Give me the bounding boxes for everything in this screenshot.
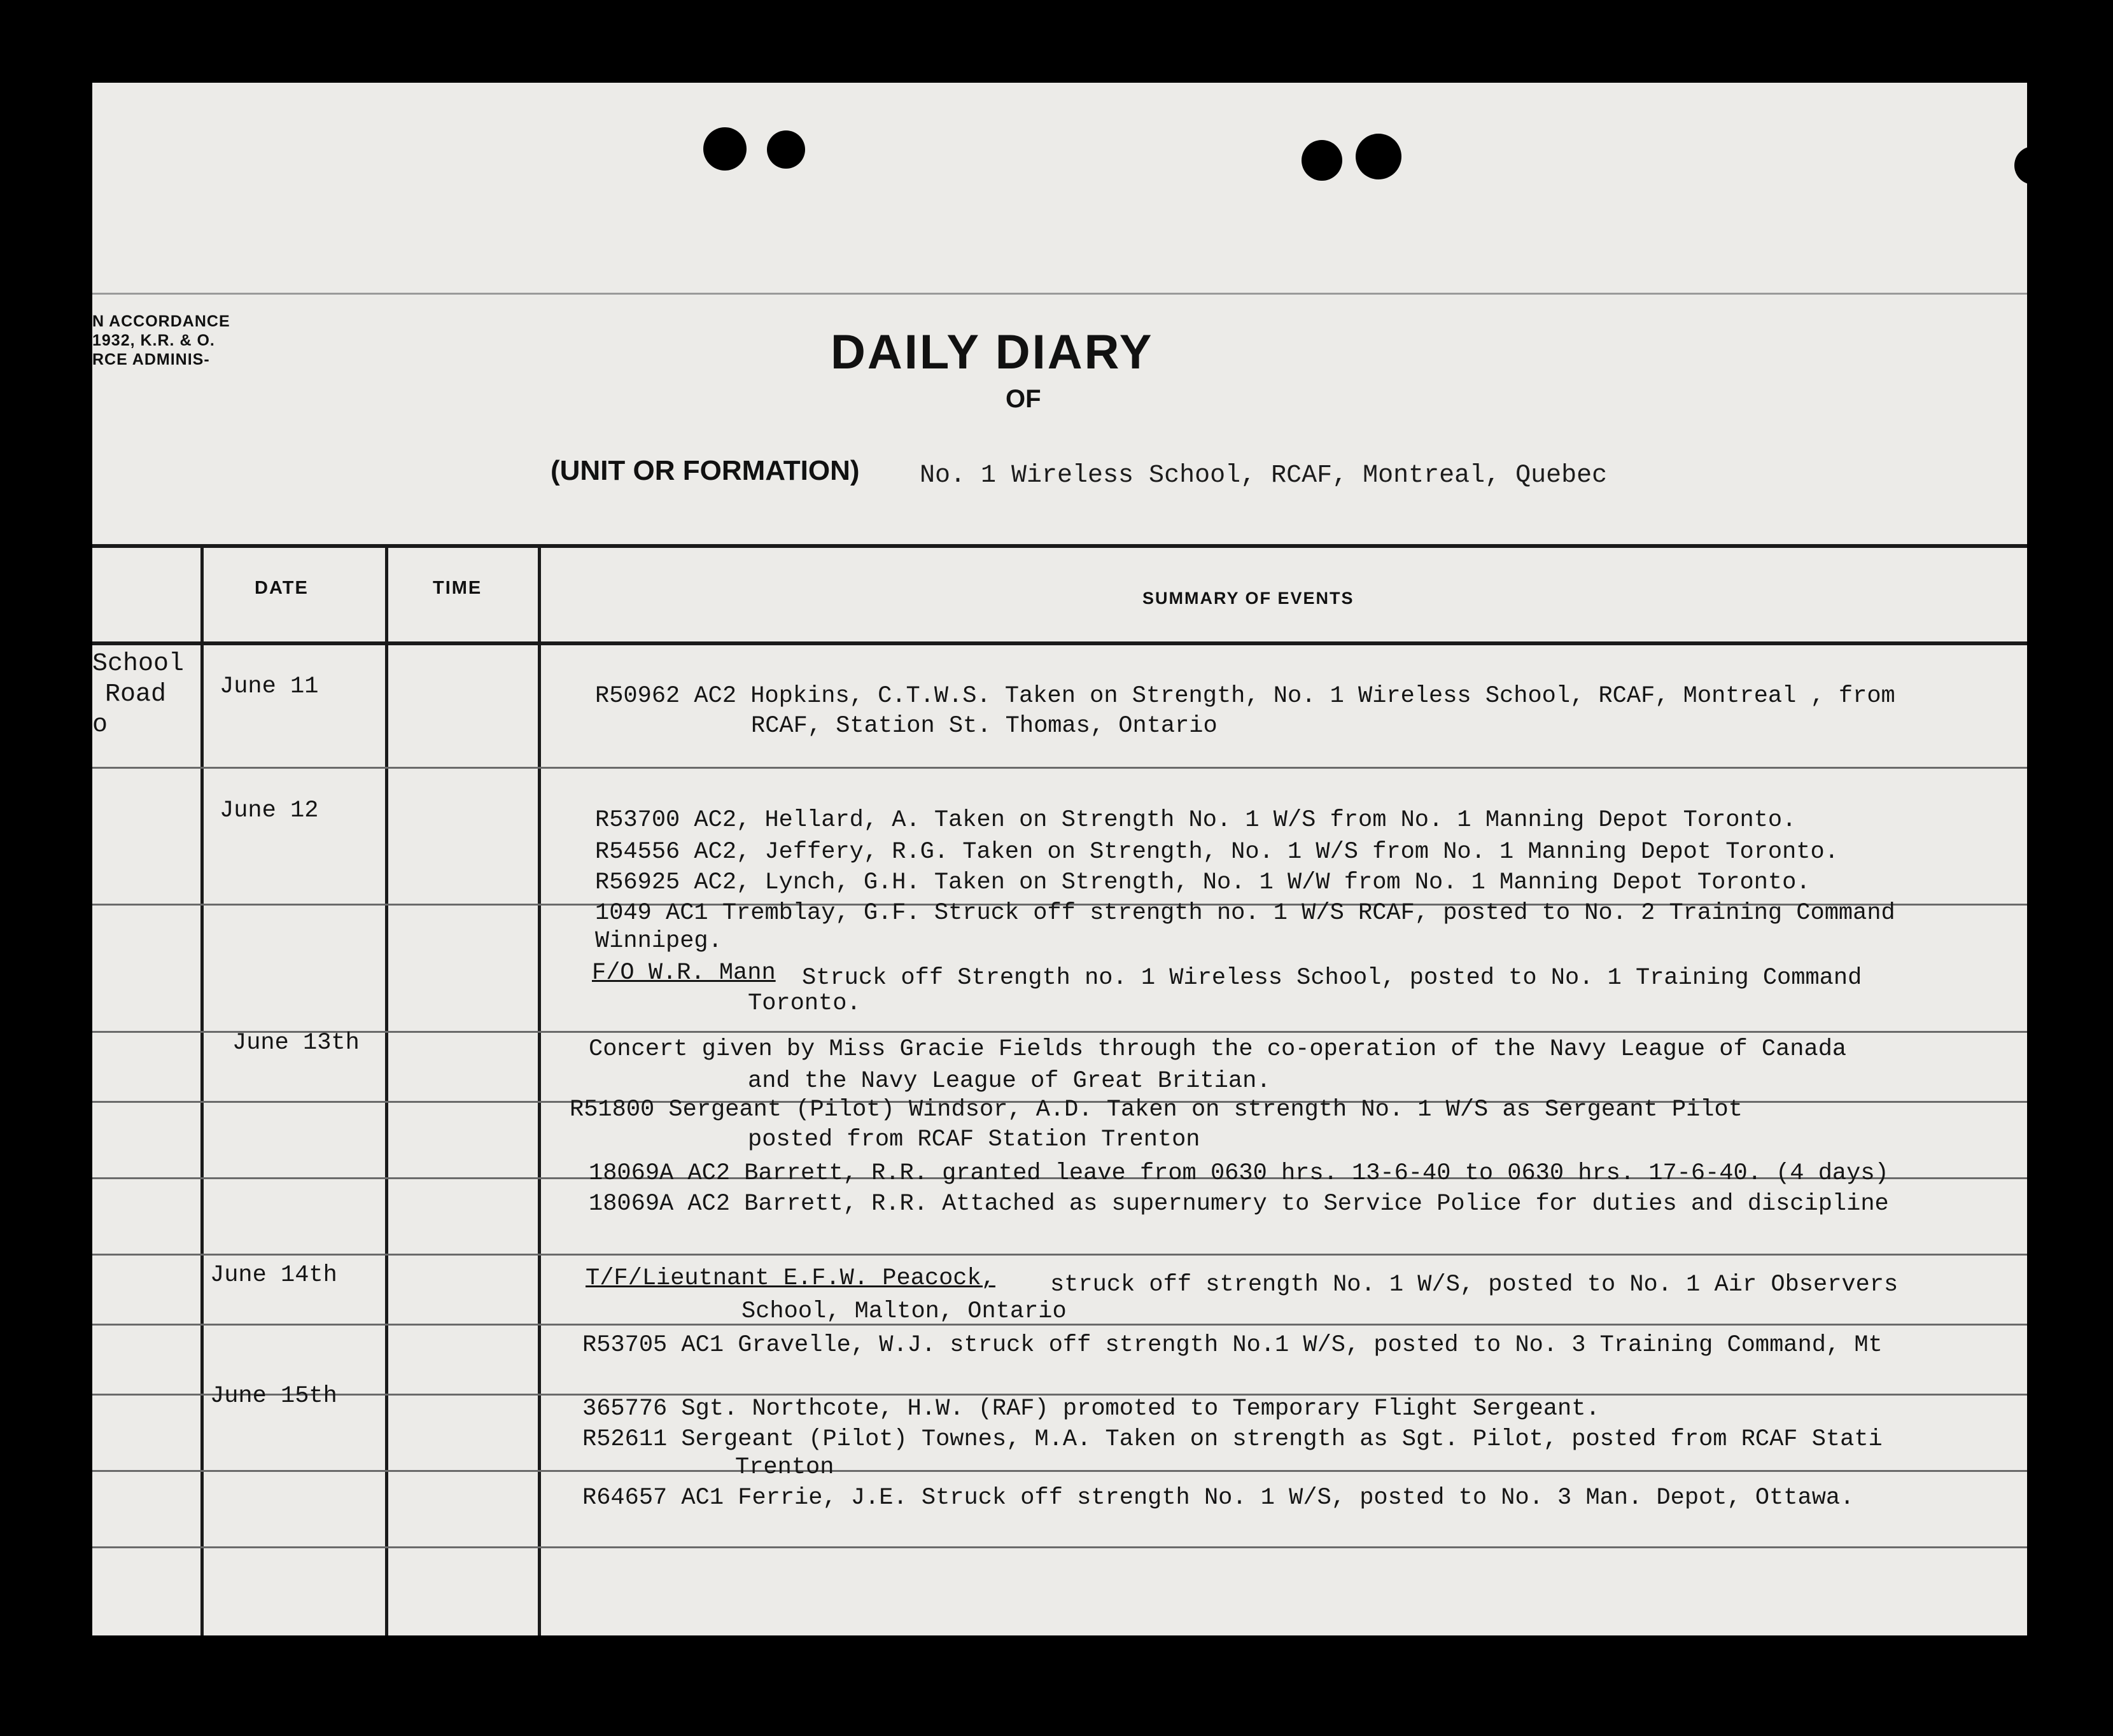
margin-line: o <box>92 711 108 739</box>
entry-date: June 11 <box>220 673 319 700</box>
entry-date: June 14th <box>210 1262 337 1289</box>
column-header-date: DATE <box>255 578 309 598</box>
entry-line: R53705 AC1 Gravelle, W.J. struck off strength No.1 W/S, posted to No. 3 Training Command, Mt <box>582 1332 1883 1359</box>
punch-hole <box>767 130 805 169</box>
entry-line: R64657 AC1 Ferrie, J.E. Struck off strength No. 1 W/S, posted to No. 3 Man. Depot, Ottawa. <box>582 1485 1855 1511</box>
title-of: OF <box>1006 385 1041 413</box>
punch-hole <box>2014 146 2027 185</box>
header-rule <box>92 293 2027 295</box>
entry-line: 18069A AC2 Barrett, R.R. Attached as supernumery to Service Police for duties and discipline <box>589 1191 1889 1217</box>
table-header-rule <box>92 641 2027 645</box>
side-note-line: 1932, K.R. & O. <box>92 332 215 349</box>
ruled-line <box>92 1031 2027 1033</box>
punch-hole <box>1302 140 1342 181</box>
entry-line: and the Navy League of Great Britian. <box>748 1068 1271 1095</box>
unit-label: (UNIT OR FORMATION) <box>551 455 860 486</box>
margin-text <box>92 649 184 741</box>
side-note-line: RCE ADMINIS- <box>92 351 210 368</box>
ruled-line <box>92 767 2027 769</box>
entry-line: R51800 Sergeant (Pilot) Windsor, A.D. Taken on strength No. 1 W/S as Sergeant Pilot <box>570 1096 1743 1123</box>
entry-line: Struck off Strength no. 1 Wireless School, posted to No. 1 Training Command <box>802 965 1862 991</box>
entry-line: R54556 AC2, Jeffery, R.G. Taken on Strength, No. 1 W/S from No. 1 Manning Depot Toronto. <box>595 839 1839 865</box>
page-title: DAILY DIARY <box>831 325 1154 379</box>
side-note <box>92 312 230 369</box>
entry-line: Concert given by Miss Gracie Fields through the co-operation of the Navy League of Canada <box>589 1036 1847 1063</box>
ruled-line <box>92 1546 2027 1548</box>
column-header-time: TIME <box>433 578 482 598</box>
entry-line: Trenton <box>735 1454 834 1481</box>
diary-page <box>92 83 2027 1635</box>
entry-line: 1049 AC1 Tremblay, G.F. Struck off strength no. 1 W/S RCAF, posted to No. 2 Training Command <box>595 900 1895 927</box>
column-header-summary: SUMMARY OF EVENTS <box>1142 589 1354 608</box>
table-top-rule <box>92 544 2027 548</box>
punch-hole <box>1356 134 1401 179</box>
entry-line: R56925 AC2, Lynch, G.H. Taken on Strength, No. 1 W/W from No. 1 Manning Depot Toronto. <box>595 869 1811 896</box>
entry-line: RCAF, Station St. Thomas, Ontario <box>751 713 1218 739</box>
entry-line: Winnipeg. <box>595 928 722 955</box>
entry-line: 365776 Sgt. Northcote, H.W. (RAF) promoted to Temporary Flight Sergeant. <box>582 1396 1600 1422</box>
margin-line: School <box>92 650 185 678</box>
entry-date: June 15th <box>210 1383 337 1410</box>
entry-line: Toronto. <box>748 990 861 1017</box>
entry-line: R50962 AC2 Hopkins, C.T.W.S. Taken on Strength, No. 1 Wireless School, RCAF, Montreal , from <box>595 683 1895 710</box>
ruled-line <box>92 1470 2027 1472</box>
entry-date: June 13th <box>232 1030 360 1056</box>
unit-value: No. 1 Wireless School, RCAF, Montreal, Quebec <box>920 461 1608 490</box>
entry-line: R52611 Sergeant (Pilot) Townes, M.A. Taken on strength as Sgt. Pilot, posted from RCAF Stati <box>582 1426 1883 1453</box>
ruled-line <box>92 1254 2027 1256</box>
entry-line: 18069A AC2 Barrett, R.R. granted leave from 0630 hrs. 13-6-40 to 0630 hrs. 17-6-40. (4 days) <box>589 1160 1889 1187</box>
entry-line: posted from RCAF Station Trenton <box>748 1126 1200 1153</box>
punch-hole <box>703 127 747 171</box>
entry-date: June 12 <box>220 797 319 824</box>
side-note-line: N ACCORDANCE <box>92 312 230 330</box>
officer-name: F/O W.R. Mann <box>592 960 776 986</box>
margin-line: Road <box>105 680 167 709</box>
officer-name: T/F/Lieutnant E.F.W. Peacock, <box>586 1265 995 1292</box>
entry-line: struck off strength No. 1 W/S, posted to No. 1 Air Observers <box>1050 1271 1899 1298</box>
entry-line: School, Malton, Ontario <box>741 1298 1067 1325</box>
entry-line: R53700 AC2, Hellard, A. Taken on Strength No. 1 W/S from No. 1 Manning Depot Toronto. <box>595 807 1797 834</box>
